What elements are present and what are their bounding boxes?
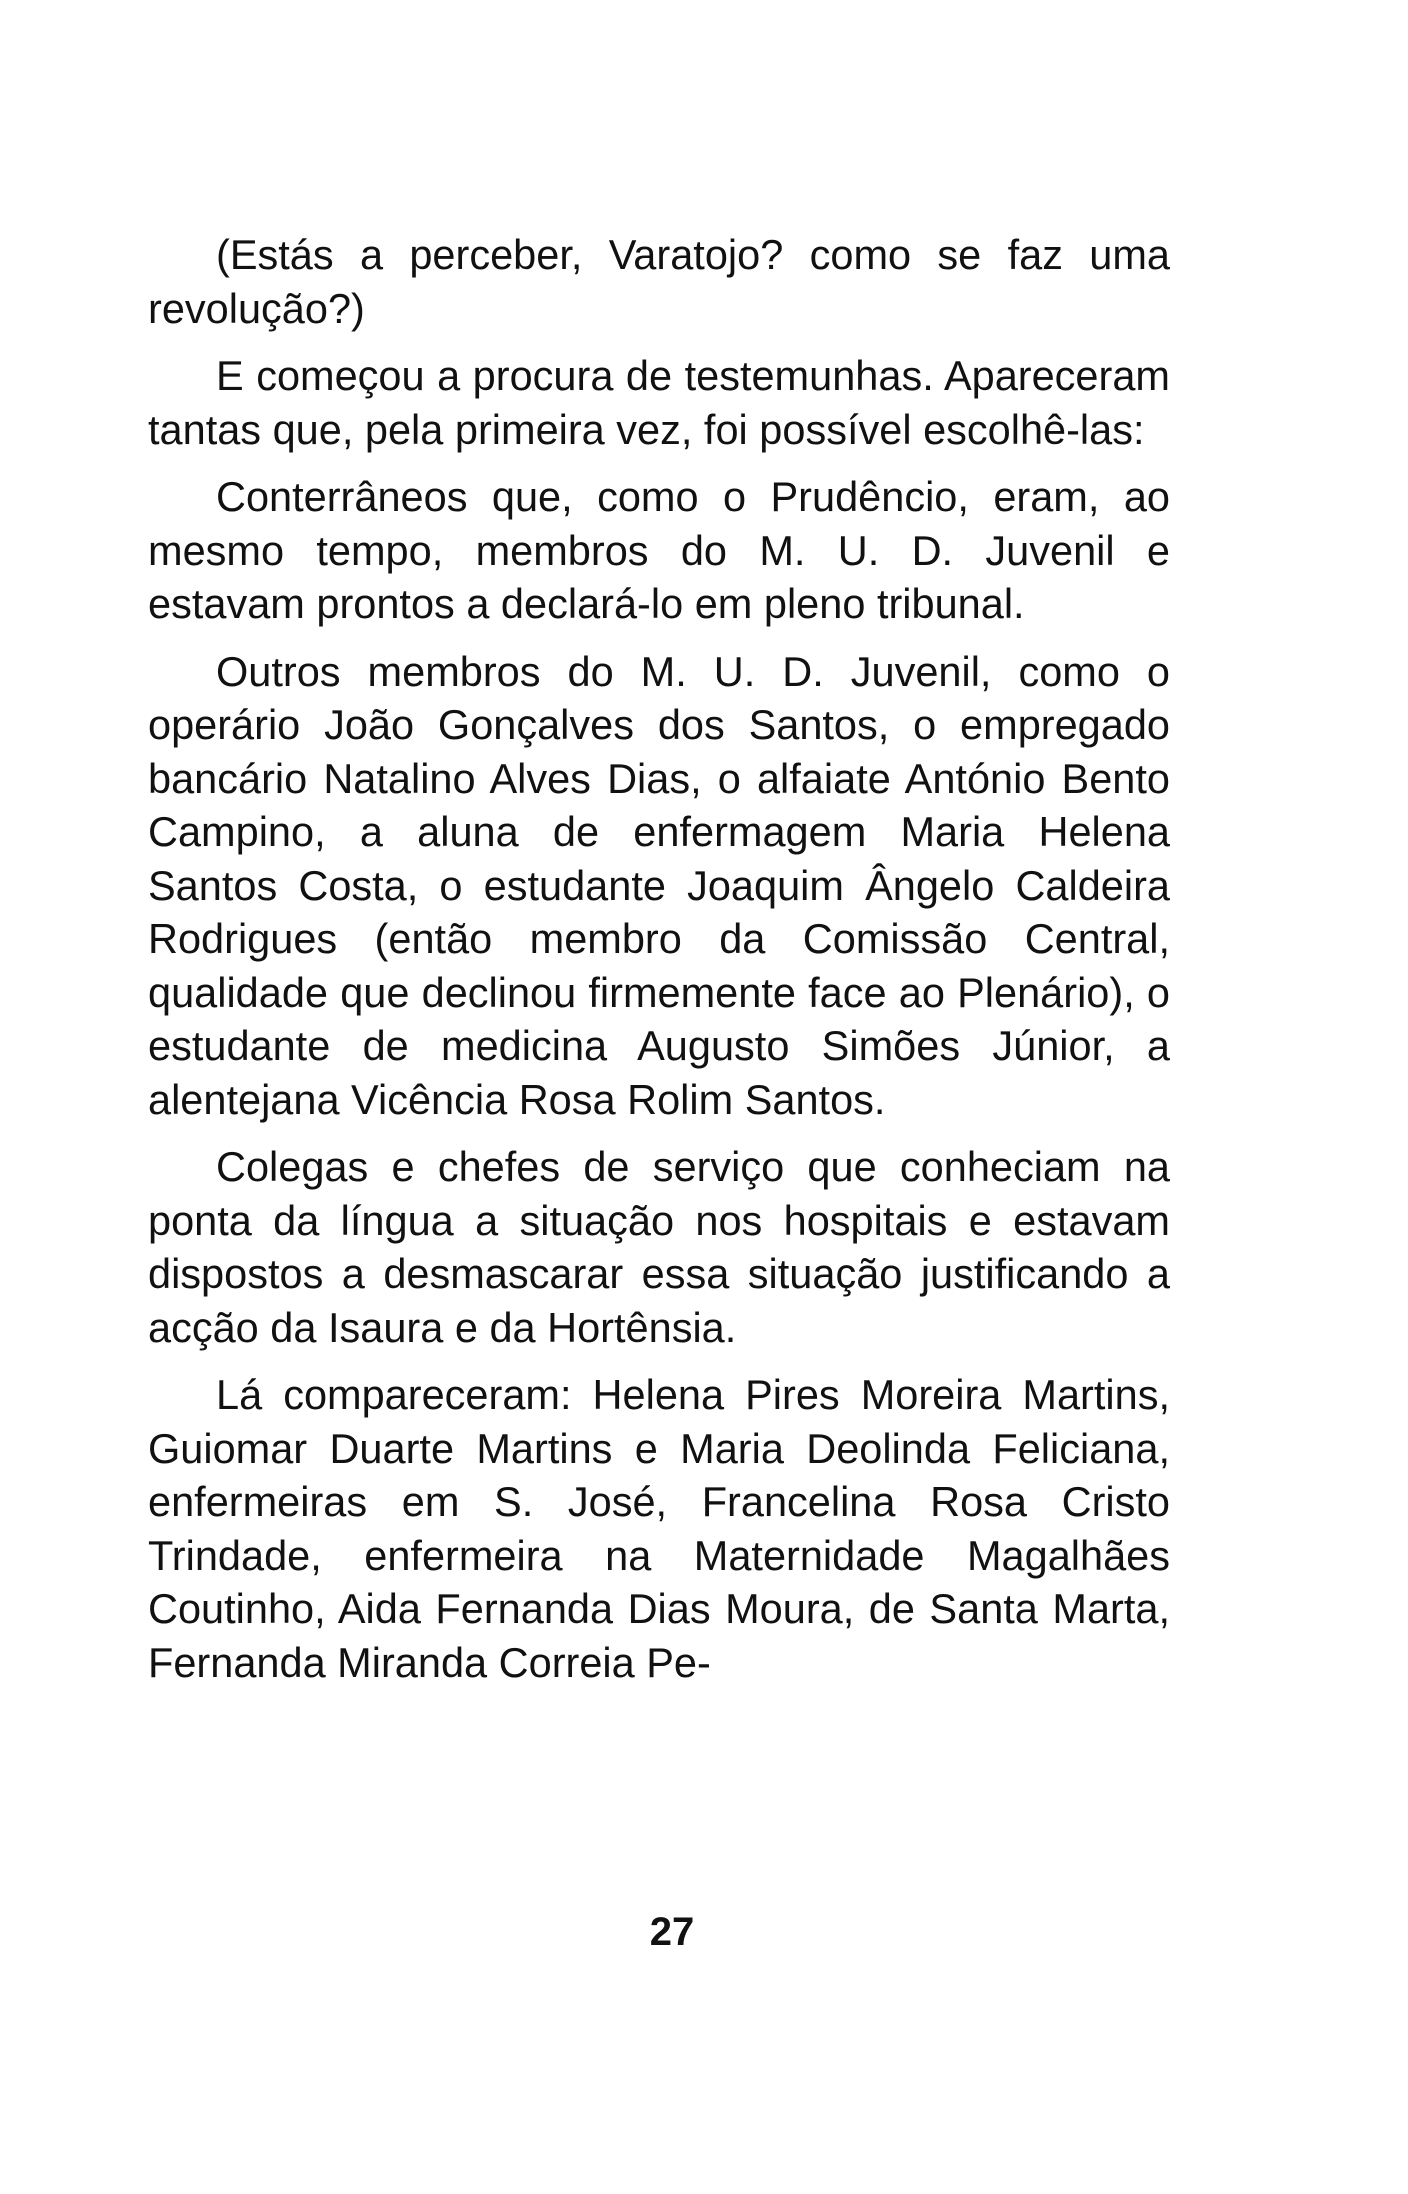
page-body [148,228,1170,1689]
paragraph-5: Colegas e chefes de serviço que conheciam na ponta da língua a situação nos hospitais e estavam dispostos a desmascarar essa situação justificando a acção da Isaura e da Hortênsia. [148,1143,1170,1351]
paragraph-3: Conterrâneos que, como o Prudêncio, eram, ao mesmo tempo, membros do M. U. D. Juvenil e estavam prontos a declará-lo em pleno tribunal. [148,473,1170,627]
page-number: 27 [649,1910,695,1954]
paragraph-4: Outros membros do M. U. D. Juvenil, como o operário João Gonçalves dos Santos, o empregado bancário Natalino Alves Dias, o alfaiate António Bento Campino, a aluna de enfermagem Maria Helena Santos Costa, o estudante Joaquim Ângelo Caldeira Rodrigues (então membro da Comissão Central, qualidade que declinou firmemente face ao Plenário), o estudante de medicina Augusto Simões Júnior, a alentejana Vicência Rosa Rolim Santos. [148,647,1170,1123]
paragraph-1: (Estás a perceber, Varatojo? como se faz uma revolução?) [148,231,1170,332]
paragraph-6: Lá compareceram: Helena Pires Moreira Martins, Guiomar Duarte Martins e Maria Deolinda Feliciana, enfermeiras em S. José, Francelina Rosa Cristo Trindade, enfermeira na Maternidade Magalhães Coutinho, Aida Fernanda Dias Moura, de Santa Marta, Fernanda Miranda Correia Pe- [148,1371,1170,1686]
paragraph-2: E começou a procura de testemunhas. Apareceram tantas que, pela primeira vez, foi possível escolhê-las: [148,352,1170,453]
